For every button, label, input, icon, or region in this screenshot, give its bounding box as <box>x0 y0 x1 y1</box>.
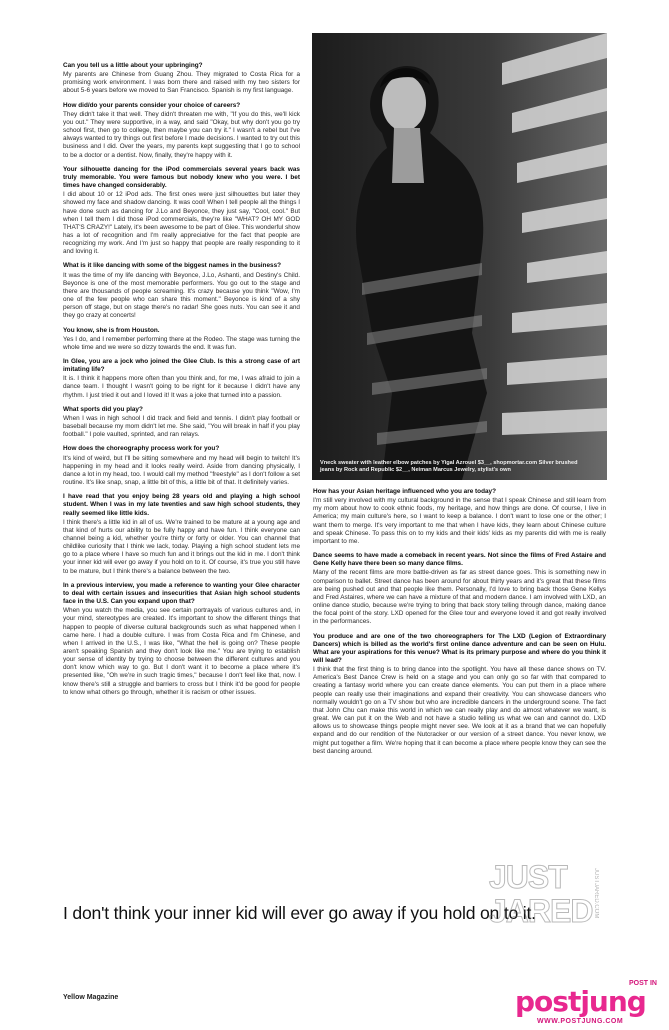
question-heading: In Glee, you are a jock who joined the Glee Club. Is this a strong case of art imitating life? <box>63 358 300 374</box>
question-heading: How does the choreography process work for you? <box>63 445 220 453</box>
answer-paragraph: They didn't take it that well. They didn't threaten me with, "If you do this, we'll kick you out." They were supportive, in a way, and said "Okay, but why don't you go try school first, then go to college, then maybe you can try it." I wasn't a rebel but I've always wanted to try things out first before I made decisions. I wanted to try out this business and I did. Over the years, my parents kept suggesting that I go to school to be a doctor or a dentist. Now, finally, they're happy with it. <box>63 110 300 159</box>
svg-text:JARED: JARED <box>489 893 593 928</box>
question-heading: How has your Asian heritage influenced who you are today? <box>313 488 496 495</box>
answer-paragraph: Many of the recent films are more battle-driven as far as street dance goes. This is something new in comparison to ballet. Street dance has been around for about thirty years and it's great that these films are being pushed out and that people like them. Personally, I'd love to bring back those Gene Kellys and Fred Astaires, where we can have a mixture of that and modern dance. I am involved with LXD, an online dance studio, because we're trying to bring that back story telling through dance, making dance the focal point of the story. LXD opened for the Glee tour and everyone loved it and got really involved in the performances. <box>313 569 606 626</box>
article-left-column <box>63 62 300 892</box>
magazine-name: Yellow Magazine <box>63 994 119 1001</box>
question-heading: You produce and are one of the two choreographers for The LXD (Legion of Extraordinary Dancers) which is billed as the world's first online dance adventure and can be seen on Hulu. What are your aspirations for this venue? What is its primary purpose and where do you think it will lead? <box>313 632 606 664</box>
answer-paragraph: When I was in high school I did track and field and tennis. I didn't play football or baseball because my mom didn't let me. She said, "You will break in half if you play football." I pole vaulted, sprinted, and ran relays. <box>63 414 300 439</box>
answer-paragraph: I did about 10 or 12 iPod ads. The first ones were just silhouettes but later they showed my face and shadow dancing. It was cool! When I tell people all the things I have done such as dancing for J.Lo and Beyonce, they just say, "Cool, cool." But when I tell them I did those iPod commercials, they're like "WHAT? OH MY GOD THAT'S CRAZY!" Lately, it's been awesome to be part of Glee. This wonderful show has a lot of recognition and I'm really appreciative for the fact that people are recognizing my work. And I'm just so happy that people are really responding to it and loving it. <box>63 191 300 256</box>
postjung-top-text: POST IN <box>628 980 657 987</box>
answer-paragraph: It is. I think it happens more often than you think and, for me, I was afraid to join a dance team. I thought I wasn't going to be right for it because I didn't have any rhythm. I just tried it out and I loved it! It was a joke that turned into a passion. <box>63 375 300 399</box>
answer-paragraph: It was the time of my life dancing with Beyonce, J.Lo, Ashanti, and Destiny's Child. Beyonce is one of the most memorable performers. You go out to the stage and there are thousands of people screaming. It's crazy because you think "Wow, I'm one of the few people who can share this moment." Beyonce is kind of a shy person off stage, but on stage there's no radar! She goes nuts. You can see it and they go crazy at concerts! <box>63 271 300 320</box>
portrait-photo <box>312 33 607 480</box>
question-heading: Dance seems to have made a comeback in recent years. Not since the films of Fred Astaire and Gene Kelly have there been so many dance films. <box>313 552 606 568</box>
answer-paragraph: Yes I do, and I remember performing there at the Rodeo. The stage was turning the whole time and we were so dizzy towards the end. It was fun. <box>63 335 300 351</box>
question-heading: In a previous interview, you made a reference to wanting your Glee character to deal with certain issues and insecurities that Asian high school students face in the U.S. Can you expand upon that? <box>63 581 300 606</box>
answer-paragraph: My parents are Chinese from Guang Zhou. They migrated to Costa Rica for a promising work environment. I was born there and raised with my two sisters for about 5-6 years before we moved to San Francisco. Spanish is my first language. <box>63 71 300 95</box>
postjung-logo-text: postjung <box>515 985 646 1018</box>
photo-caption: Vneck sweater with leather elbow patches by Yigal Azrouel $3__, shopmortar.com Silver brushed jeans by Rock and Republic $2__, Neiman Marcus Jewelry, stylist's own <box>320 460 578 473</box>
photo-illustration <box>312 33 607 480</box>
justjared-watermark-logo <box>487 858 602 928</box>
answer-paragraph: I think there's a little kid in all of us. We're trained to be mature at a young age and that kind of hurts our ability to be fully happy and have fun. I think everyone can channel being a kid, whether you're thirty or forty or older. You can channel that childlike curiosity that I think we lack, today. Playing a high school student lets me go to a place where I have so much fun and it brings out the kid in me. I don't think your inner kid will ever go away if you hold on to it. Of course, it's true you still have to be mature, but I think there's a balance between the two. <box>63 518 300 575</box>
question-heading: What is it like dancing with some of the biggest names in the business? <box>63 262 282 270</box>
answer-paragraph: It's kind of weird, but I'll be sitting somewhere and my head will begin to twitch! It's happening in my head and it looks really weird. Aside from dancing physically, I dance a lot in my head, too. I would call my method "freestyle" as I don't follow a set routine. It's like snap, snap, a little bit of this, a little bit of that. It definitely varies. <box>63 454 300 487</box>
svg-text:JUST: JUST <box>489 859 567 895</box>
question-heading: I have read that you enjoy being 28 years old and playing a high school student. When I was in my late twenties and saw high school students, they really seemed like little kids. <box>63 493 300 517</box>
question-heading: What sports did you play? <box>63 405 143 413</box>
postjung-url: WWW.POSTJUNG.COM <box>537 1018 624 1025</box>
article-right-column <box>313 488 606 893</box>
question-heading: Your silhouette dancing for the iPod commercials several years back was truly memorable. You were famous but nobody knew who you were. I bet times have changed considerably. <box>63 165 300 190</box>
pull-quote: I don't think your inner kid will ever go away if you hold on to it. <box>63 903 536 923</box>
question-heading: How did/do your parents consider your choice of careers? <box>63 101 241 109</box>
question-heading: You know, she is from Houston. <box>63 326 160 334</box>
question-heading: Can you tell us a little about your upbringing? <box>63 62 203 69</box>
answer-paragraph: I'm still very involved with my cultural background in the sense that I speak Chinese and still learn from my mom about how to cook ethnic foods, my heritage, and how things are done. Of course, I live in America; my main culture's here, so I want to keep a balance. I don't want to lose one or the other; I want them to merge. It's very important to me that when I have kids, they learn about Chinese culture and speak Chinese. To pass this on to my kids and their kids' kids as my parents did with me is really important to me. <box>313 497 606 545</box>
answer-paragraph: I think that the first thing is to bring dance into the spotlight. You have all these dance shows on TV. America's Best Dance Crew is held on a stage and you can only go so far with that compared to creating a fantasy world where you can create dance elements. You can put them in a place where people can really use their imaginations and expand their creativity. You can showcase dancers who normally wouldn't go on a TV show but who are incredible dancers in the underground scene. The fact that John Chu can make this world in which we can really play and do almost whatever we want, is great. We can put it on the Web and not have a studio telling us what we can and cannot do. LXD allows us to showcase things people might never see. We look at it as a brand that we can hopefully expand and do our rendition of the Nutcracker or our version of a street dance. You never know, we might put together a film. We're hoping that it can become a place where people know they can see the best dancing around. <box>313 666 606 755</box>
justjared-side-text: JUSTJARED.COM <box>593 868 599 919</box>
postjung-watermark-logo <box>515 980 665 1028</box>
answer-paragraph: When you watch the media, you see certain portrayals of various cultures and, in your mind, stereotypes are created. It's important to show the different things that happen to people of diverse cultural backgrounds such as what happened when I came here. I had a double culture. I was from Costa Rica and I'm Chinese, and when I arrived in the U.S., I was like, "What the hell is going on? These people aren't speaking Spanish and they don't look like me." You are trying to establish your sense of identity by trying to choose between the different cultures and you don't know which way to go. But I don't want it to become a place where it's presented like, "Oh we're in such tragic times," because I don't feel like that, now. I know there's still a struggle and barriers to cross but I think it'd be good for people to know what others go through, whether it is racism or other issues. <box>63 607 300 696</box>
